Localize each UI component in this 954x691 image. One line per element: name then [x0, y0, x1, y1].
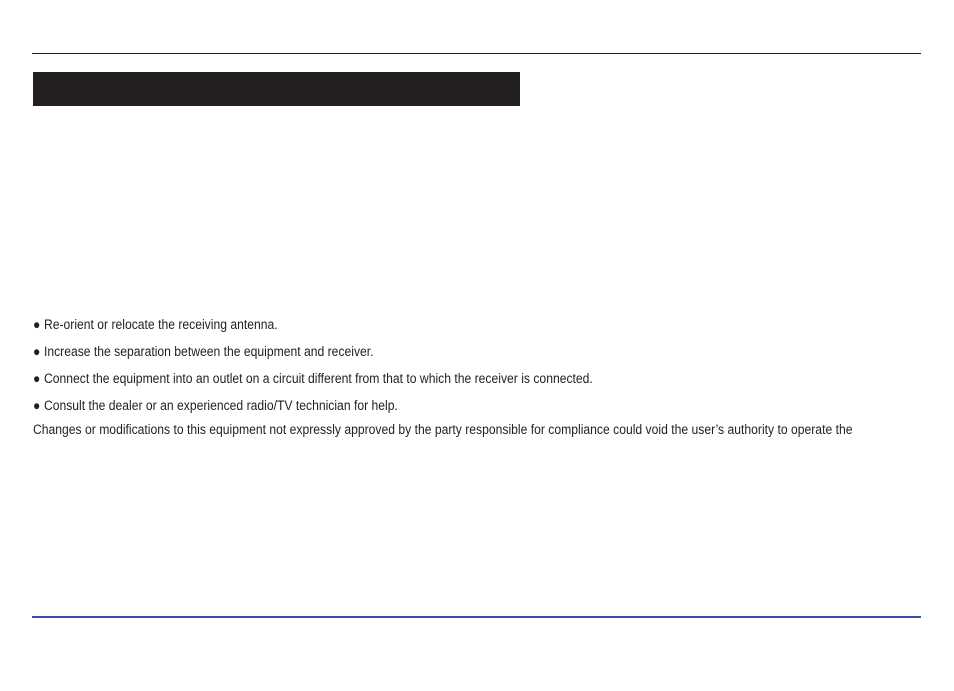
list-item: [33, 338, 593, 365]
top-divider: [32, 53, 921, 54]
bullet-icon: ●: [33, 344, 41, 359]
list-item-text: Increase the separation between the equipment and receiver.: [43, 344, 374, 359]
bottom-divider: [32, 616, 921, 618]
list-item-text: Connect the equipment into an outlet on a circuit different from that to which the receiver is connected.: [43, 371, 593, 386]
section-title-bar: [33, 72, 520, 106]
changes-paragraph: Changes or modifications to this equipment not expressly approved by the party responsible for compliance could void the user’s authority to operate the: [33, 422, 853, 437]
list-item-text: Re-orient or relocate the receiving antenna.: [43, 317, 278, 332]
bullet-icon: ●: [33, 317, 41, 332]
recommendation-list: [33, 311, 655, 419]
list-item: [33, 311, 593, 338]
list-item-text: Consult the dealer or an experienced radio/TV technician for help.: [43, 398, 398, 413]
bullet-icon: ●: [33, 371, 41, 386]
list-item: [33, 365, 593, 392]
bullet-icon: ●: [33, 398, 41, 413]
list-item: [33, 392, 593, 419]
